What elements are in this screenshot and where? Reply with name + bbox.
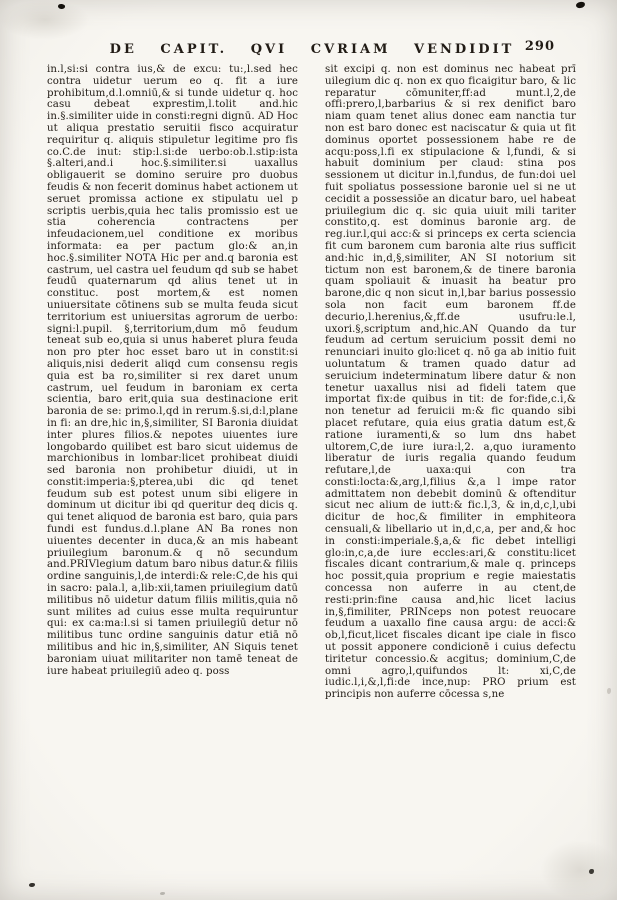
text-area: [47, 38, 577, 858]
ink-speck: [29, 883, 35, 887]
ink-speck: [160, 892, 165, 895]
page-header: [47, 38, 577, 60]
ink-speck: [576, 1, 586, 8]
page-number: 290: [524, 39, 555, 54]
ink-speck: [607, 688, 611, 694]
text-column-right: sit excipi q. non est dominus nec habeat prī uilegium dic q. non ex quo ficaigitur baro, & lic reparatur cōmuniter,ff:ad munt.l,2,de offi:prero,l,barbarius & si rex denifict baro niam quam tenet alius donec eam nanctia tur non est baro donec est naciscatur & quia ut fit dominus oportet possessionem habe re de acqu:poss,l.fi ex stipulacione & l,fundi, & si habuit dominium per claud: stina pos sessionem ut dicitur in.l,fundus, de fun:doi uel fuit spoliatus possessione baronie uel si ne ut cecidit a possessiōe an dicatur baro, uel habeat priuilegium dic q. sic quia uiuit mili tariter constito,q. est dominus baronie arg. de reg.iur.l,qui acc:& si princeps ex certa sciencia fit cum baronem cum baronia alte rius sufficit and:hic in,d,§,similiter, AN SI notorium sit tictum non est baronem,& de tinere baronia quam spoliauit & inuasit ha beatur pro barone,dic q non sicut in,l,bar barius possessio sola non facit eum baronem ff.de decurio,l.herenius,&,ff.de usufru:le.l, uxori.§,scriptum and,hic.AN Quando da tur feudum ad certum seruicium possit demi no renunciari inuito glo:licet q. nō ga ab initio fuit uoluntatum & tramen quado datur ad seruicium indeterminatum libere datur & non tenetur uaxallus nisi ad fideli tatem que importat fix:de quibus in tit: de for:fide,c.i,& non tenetur ad feruicii m:& fic quando sibi placet refutare, quia eius gratia datum est,& ratione iuramenti,& so lum dns habet ultorem,C,de iure iura:l,2. a,quo iuramento liberatur de iuris regalia quando feudum refutare,l,de uaxa:qui con tra consti:locta:&,arg,l,filius &,a l impe rator admittatem non debebit dominū & oftenditur sicut nec alium de iutt:& fic.l,3, & in,d,c,l,ubi dicitur de hoc,& fimiliter in emphiteora censuali,& libellario ut in,d,c,a, per and,& hoc in consti:imperiale.§,a,& fic debet intelligi glo:in,c,a,de iure eccles:ari,& constitu:licet fiscales dicant contrarium,& male q. princeps hoc possit,quia proprium e regie maiestatis concessa non auferre in au ctent,de resti:prin:fine causa and,hic licet lacius in,§,fimiliter, PRINceps non potest reuocare feudum a uaxallo fine causa argu: de acci:& ob,l,ficut,licet fiscales dicant ipe ciale in fisco ut possit apponere condicionē i cuius defectu tiritetur concessio.& acgitus; dominium,C,de omni agro,l,quifundos lt: xi,C,de iudic.l,i,&,l,fi:de ince,nup: PRO prium est principis non auferre cōcessa s,ne: [325, 64, 576, 701]
text-column-left: in.l,si:si contra ius,& de excu: tu:,l.sed hec contra uidetur uerum eo q. fit a iure prohibitum,d.l.omniū,& si tunde uidetur q. hoc casu debeat exprestim,l.tolit and.hic in.§.similiter uide in consti:regni dignū. AD Hoc ut aliqua prestatio seruitii fisco acquiratur requiritur q. aliquis stipuletur legitime pro fis co.C.de inut: stip:l.si:de uerbo:ob.l.stip:ista §.alteri,and.i hoc.§.similiter.si uaxallus obligauerit se domino seruire pro duobus feudis & non fecerit dominus habet actionem ut seruet promissa actione ex stipulatu uel p scriptis uerbis,quia hec talis promissio est ue stia coherencia contractens per infeudacionem,uel conditione ex moribus informata: ea per pactum glo:& an,in hoc.§.similiter NOTA Hic per and.q baronia est castrum, uel castra uel feudum qd sub se habet feudū quaternarum qd alius tenet ut in constituc. post mortem,& est nomen uniuersitate cōtinens sub se multa feuda sicut territorium est uniuersitas agrorum de uerbo: signi:l.pupil. §,territorium,dum mō feudum teneat sub eo,quia si unus haberet plura feuda non pro pter hoc esset baro ut in constit:si aliquis,nisi dederit aliqd cum consensu regis quia est ba ro,similiter si rex daret unum castrum, uel feudum in baroniam ex certa scientia, baro erit,quia sua destinacione erit baronia de se: primo.l,qd in rerum.§.si,d:l,plane in fi: an dre,hic in,§,similiter, SI Baronia diuidat inter plures filios.& nepotes uiuentes iure longobardo quilibet est baro sicut uidemus de marchionibus in lombar:licet prohibeat diuidi sed baronia non prohibetur diuidi, ut in constit:imperia:§,pterea,ubi dic qd tenet feudum sub est potest unum sibi eligere in dominum ut dicitur ibi qd queritur deq dicis q. qui tenet aliquod de baronia est baro, quia pars fundi est fundus.d.l.plane AN Ba rones non uiuentes decenter in duca,& an mis habeant priuilegium baronum.& q nō secundum and.PRIVlegium datum baro nibus datur.& filiis ordine sanguinis,l,de interdi:& rele:C,de his qui in sacro: pala.l, a,lib:xii,tamen priuilegium datū militibus nō uidetur datum filiis militis,quia nō sunt milites ad cuius esse multa requiruntur qui: ex ca:ma:l.si si tamen priuilegiū detur nō militibus tunc ordine sanguinis datur etiā nō militibus and hic in,§,similiter, AN Siquis tenet baroniam uiuat militariter non tamē teneat de iure habeat priuilegiū adeo q. poss: [47, 64, 298, 677]
running-title: DE CAPIT. QVI CVRIAM VENDIDIT: [109, 42, 515, 57]
scan-smudge: [0, 0, 90, 40]
text-columns: [47, 64, 577, 854]
